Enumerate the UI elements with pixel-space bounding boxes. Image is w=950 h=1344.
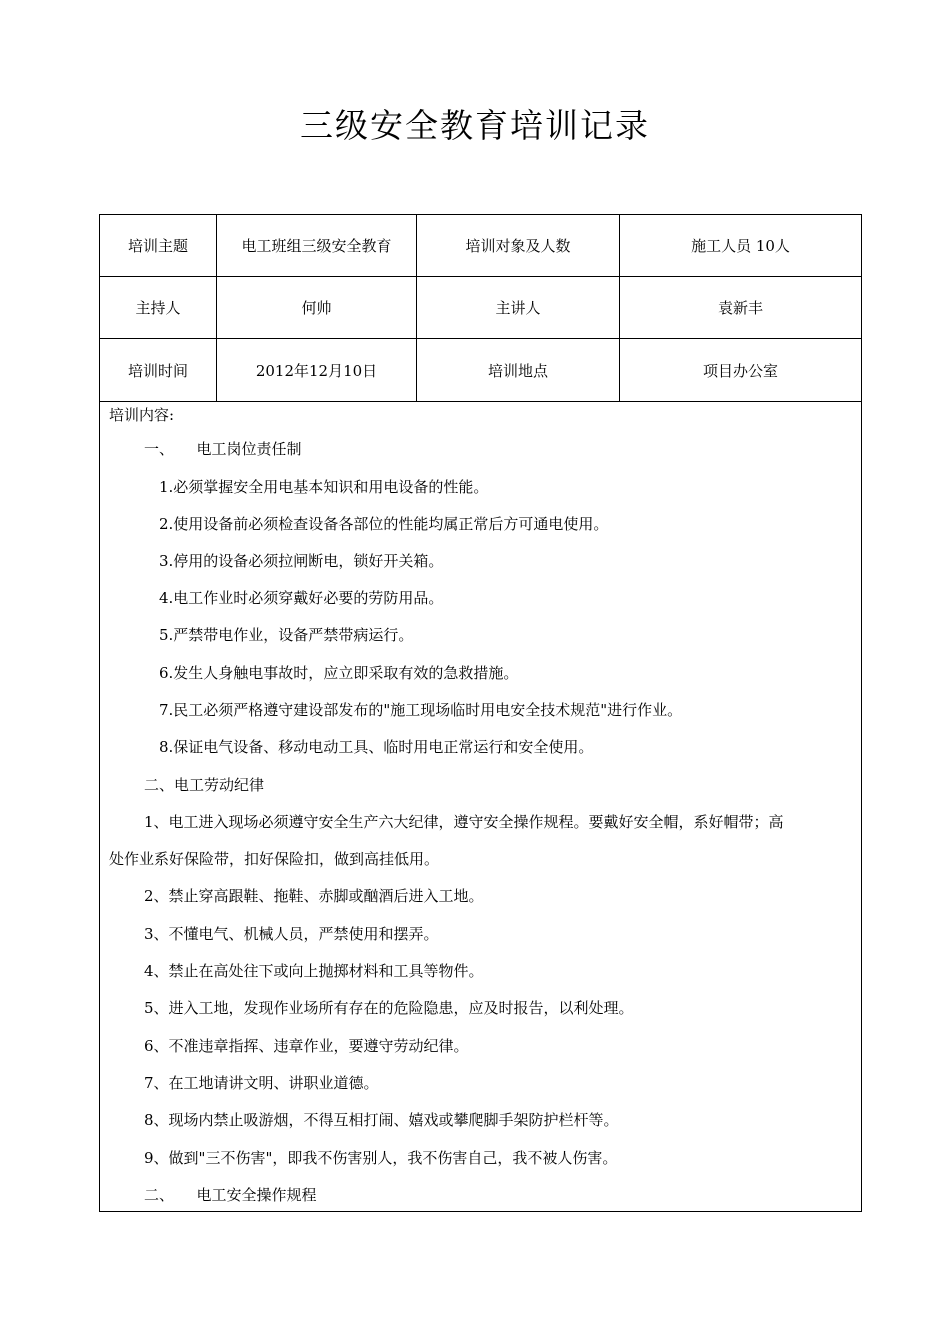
content-line: 6.发生人身触电事故时，应立即采取有效的急救措施。: [159, 664, 519, 682]
label-trainees: 培训对象及人数: [465, 237, 571, 255]
page-title: 三级安全教育培训记录: [300, 106, 650, 145]
content-line: 1、电工进入现场必须遵守安全生产六大纪律，遵守安全操作规程。要戴好安全帽，系好帽带；高: [144, 813, 784, 831]
content-line: 7.民工必须严格遵守建设部发布的"施工现场临时用电安全技术规范"进行作业。: [159, 701, 683, 719]
row-divider: [100, 401, 861, 402]
value-training-place: 项目办公室: [702, 361, 778, 380]
record-table: [99, 214, 862, 1212]
content-line: 3、不懂电气、机械人员，严禁使用和摆弄。: [144, 925, 439, 943]
label-training-time: 培训时间: [127, 361, 188, 380]
content-line: 6、不准违章指挥、违章作业，要遵守劳动纪律。: [144, 1037, 469, 1055]
content-line: 7、在工地请讲文明、讲职业道德。: [144, 1074, 379, 1092]
content-line: 处作业系好保险带，扣好保险扣，做到高挂低用。: [109, 850, 440, 868]
value-training-time: 2012年12月10日: [255, 361, 378, 380]
content-line: 2、禁止穿高跟鞋、拖鞋、赤脚或酗酒后进入工地。: [144, 887, 484, 905]
content-line: 9、做到"三不伤害"，即我不伤害别人，我不伤害自己，我不被人伤害。: [144, 1149, 618, 1167]
content-line: 4、禁止在高处往下或向上抛掷材料和工具等物件。: [144, 962, 484, 980]
section-heading: 一、 电工岗位责任制: [144, 440, 302, 458]
value-trainees: 施工人员 10人: [691, 237, 790, 255]
label-host: 主持人: [135, 299, 181, 317]
value-host: 何帅: [301, 299, 332, 317]
content-line: 1.必须掌握安全用电基本知识和用电设备的性能。: [159, 478, 489, 496]
value-speaker: 袁新丰: [717, 299, 763, 317]
content-line: 8.保证电气设备、移动电动工具、临时用电正常运行和安全使用。: [159, 738, 594, 756]
label-speaker: 主讲人: [495, 299, 541, 317]
content-line: 5.严禁带电作业，设备严禁带病运行。: [159, 626, 414, 644]
content-label: 培训内容:: [109, 406, 175, 424]
content-line: 3.停用的设备必须拉闸断电，锁好开关箱。: [159, 552, 444, 570]
content-line: 5、进入工地，发现作业场所有存在的危险隐患，应及时报告，以利处理。: [144, 999, 634, 1017]
content-line: 8、现场内禁止吸游烟，不得互相打闹、嬉戏或攀爬脚手架防护栏杆等。: [144, 1111, 619, 1129]
section-heading: 二、电工劳动纪律: [144, 776, 265, 794]
content-line: 2.使用设备前必须检查设备各部位的性能均属正常后方可通电使用。: [159, 515, 609, 533]
value-training-topic: 电工班组三级安全教育: [241, 237, 392, 255]
section-heading: 二、 电工安全操作规程: [144, 1186, 317, 1204]
content-line: 4.电工作业时必须穿戴好必要的劳防用品。: [159, 589, 444, 607]
label-training-place: 培训地点: [487, 361, 548, 380]
label-training-topic: 培训主题: [127, 237, 188, 255]
